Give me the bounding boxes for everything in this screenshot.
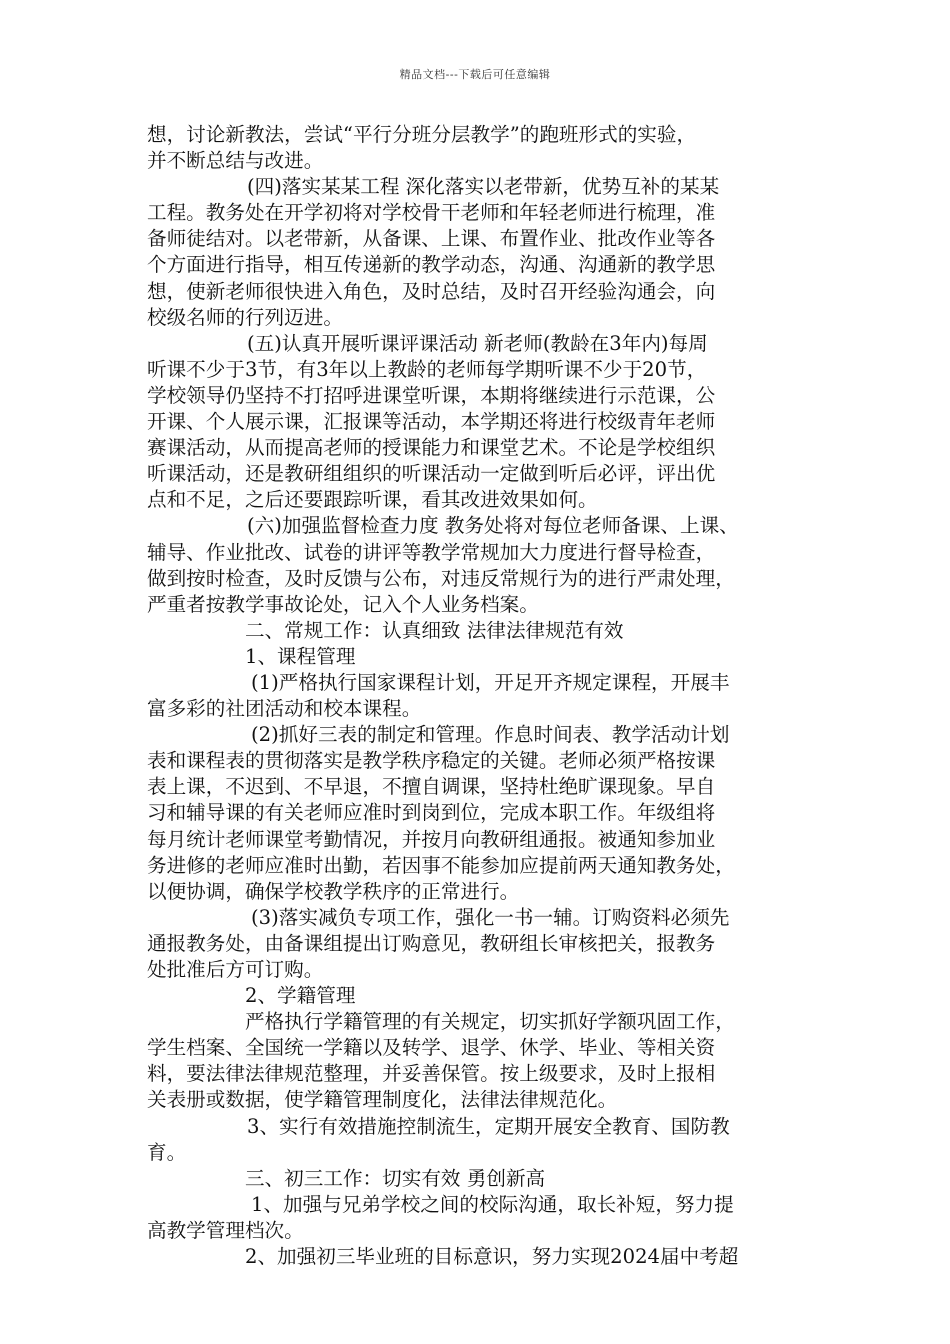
paragraph-line: 1、加强与兄弟学校之间的校际沟通，取长补短，努力提 — [251, 1192, 734, 1216]
paragraph-line: 料，要法律法律规范整理，并妥善保管。按上级要求，及时上报相 — [147, 1062, 716, 1086]
paragraph-line: 2、加强初三毕业班的目标意识，努力实现2024届中考超 — [245, 1245, 739, 1269]
paragraph-line: 严重者按教学事故论处，记入个人业务档案。 — [147, 592, 539, 616]
paragraph-line: 想，讨论新教法，尝试“平行分班分层教学”的跑班形式的实验， — [147, 123, 697, 146]
paragraph-line: 务进修的老师应准时出勤，若因事不能参加应提前两天通知教务处， — [147, 853, 735, 877]
paragraph-line: 育。 — [147, 1140, 187, 1164]
paragraph-line: 以便协调，确保学校教学秩序的正常进行。 — [147, 879, 520, 903]
paragraph-line: (1)严格执行国家课程计划，开足开齐规定课程，开展丰 — [251, 670, 730, 694]
paragraph-line: 想，使新老师很快进入角色，及时总结，及时召开经验沟通会，向 — [147, 279, 716, 303]
paragraph-line: 3、实行有效措施控制流生，定期开展安全教育、国防教 — [247, 1114, 730, 1138]
paragraph-line: 学生档案、全国统一学籍以及转学、退学、休学、毕业、等相关资 — [147, 1036, 716, 1060]
paragraph-line: 学校领导仍坚持不打招呼进课堂听课，本期将继续进行示范课，公 — [147, 383, 716, 407]
paragraph-line: 三、初三工作：切实有效 勇创新高 — [245, 1166, 546, 1190]
paragraph-line: 校级名师的行列迈进。 — [147, 305, 343, 329]
paragraph-line: (六)加强监督检查力度 教务处将对每位老师备课、上课、 — [247, 514, 739, 538]
paragraph-line: (四)落实某某工程 深化落实以老带新，优势互补的某某 — [247, 175, 720, 199]
page-header: 精品文档---下载后可任意编辑 — [399, 68, 551, 81]
paragraph-line: 处批准后方可订购。 — [147, 958, 324, 981]
paragraph-line: (五)认真开展听课评课活动 新老师(教龄在3年内)每周 — [247, 331, 708, 355]
paragraph-line: 听课活动，还是教研组组织的听课活动一定做到听后必评，评出优 — [147, 462, 716, 486]
paragraph-line: 通报教务处，由备课组提出订购意见，教研组长审核把关，报教务 — [147, 931, 716, 955]
paragraph-line: 备师徒结对。以老带新，从备课、上课、布置作业、批改作业等各 — [147, 227, 716, 251]
paragraph-line: 点和不足，之后还要跟踪听课，看其改进效果如何。 — [147, 488, 598, 512]
paragraph-line: 赛课活动，从而提高老师的授课能力和课堂艺术。不论是学校组织 — [147, 436, 716, 460]
paragraph-line: 工程。教务处在开学初将对学校骨干老师和年轻老师进行梳理，准 — [147, 201, 716, 225]
paragraph-line: (3)落实减负专项工作，强化一书一辅。订购资料必须先 — [251, 905, 730, 929]
paragraph-line: 开课、个人展示课，汇报课等活动，本学期还将进行校级青年老师 — [147, 410, 716, 434]
paragraph-line: 做到按时检查，及时反馈与公布，对违反常规行为的进行严肃处理， — [147, 566, 735, 590]
paragraph-line: 个方面进行指导，相互传递新的教学动态，沟通、沟通新的教学思 — [147, 253, 716, 277]
paragraph-line: 二、常规工作：认真细致 法律法律规范有效 — [245, 618, 624, 642]
paragraph-line: 辅导、作业批改、试卷的讲评等教学常规加大力度进行督导检查， — [147, 540, 716, 564]
paragraph-line: (2)抓好三表的制定和管理。作息时间表、教学活动计划 — [251, 723, 730, 747]
paragraph-line: 表和课程表的贯彻落实是教学秩序稳定的关键。老师必须严格按课 — [147, 749, 716, 773]
paragraph-line: 严格执行学籍管理的有关规定，切实抓好学额巩固工作， — [245, 1010, 735, 1034]
paragraph-line: 1、课程管理 — [245, 644, 356, 668]
paragraph-line: 2、学籍管理 — [245, 984, 356, 1008]
paragraph-line: 高教学管理档次。 — [147, 1218, 304, 1242]
document-body — [147, 122, 819, 1270]
paragraph-line: 关表册或数据，使学籍管理制度化，法律法律规范化。 — [147, 1088, 618, 1112]
paragraph-line: 富多彩的社团活动和校本课程。 — [147, 697, 422, 721]
paragraph-line: 表上课，不迟到、不早退，不擅自调课，坚持杜绝旷课现象。早自 — [147, 775, 716, 799]
paragraph-line: 每月统计老师课堂考勤情况，并按月向教研组通报。被通知参加业 — [147, 827, 716, 851]
paragraph-line: 听课不少于3节，有3年以上教龄的老师每学期听课不少于20节， — [147, 357, 707, 381]
paragraph-line: 习和辅导课的有关老师应准时到岗到位，完成本职工作。年级组将 — [147, 801, 716, 825]
paragraph-line: 并不断总结与改进。 — [147, 149, 324, 173]
